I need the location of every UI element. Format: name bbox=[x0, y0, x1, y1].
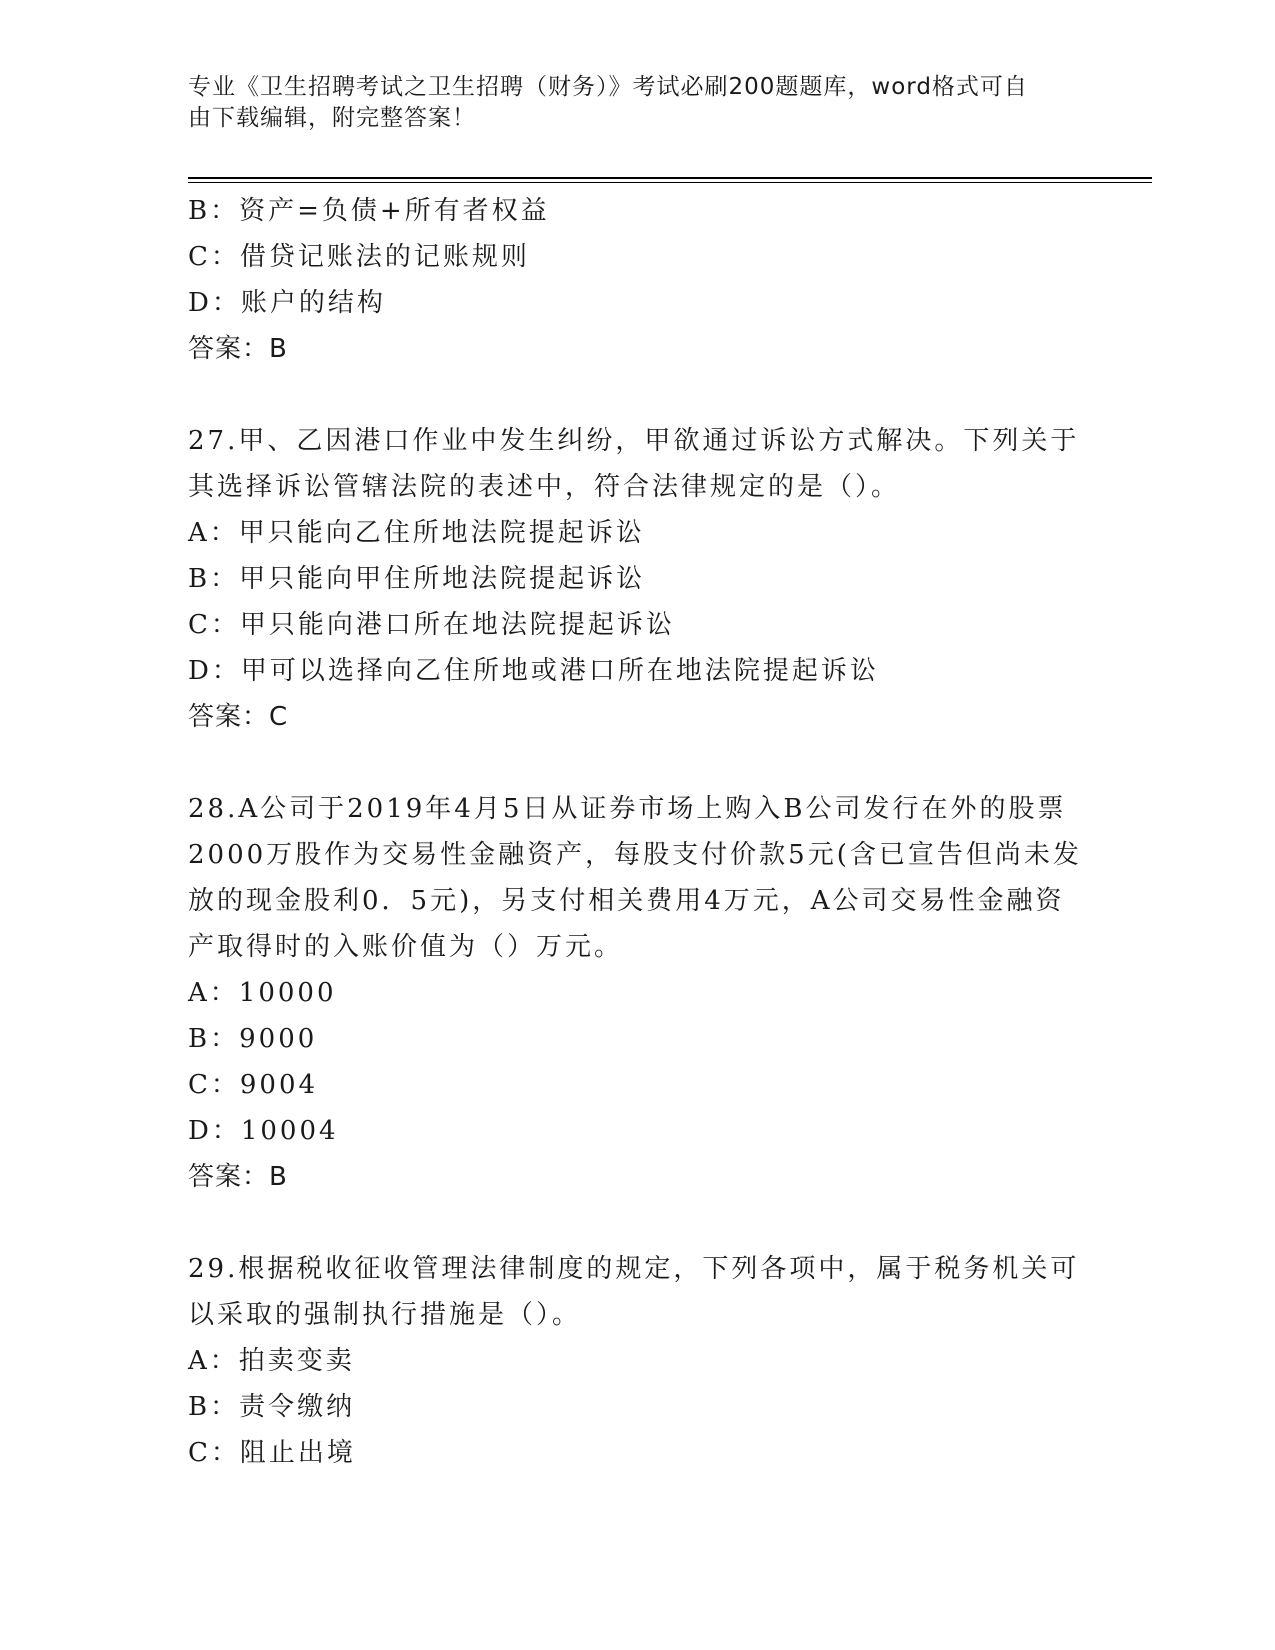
option-d: D：账户的结构 bbox=[188, 288, 386, 318]
header-line-1: 专业《卫生招聘考试之卫生招聘（财务）》考试必刷200题题库，word格式可自 bbox=[188, 74, 1028, 100]
question-stem: 产取得时的入账价值为（）万元。 bbox=[188, 932, 624, 962]
question-stem: 2000万股作为交易性金融资产，每股支付价款5元(含已宣告但尚未发 bbox=[188, 840, 1082, 870]
option-c: C：甲只能向港口所在地法院提起诉讼 bbox=[188, 610, 675, 640]
question-26 bbox=[188, 188, 1088, 372]
option-c: C：阻止出境 bbox=[188, 1438, 356, 1468]
option-c: C：9004 bbox=[188, 1070, 319, 1100]
question-28 bbox=[188, 786, 1088, 1200]
question-stem: 29.根据税收征收管理法律制度的规定，下列各项中，属于税务机关可 bbox=[188, 1254, 1080, 1284]
question-gap bbox=[188, 740, 1088, 786]
question-29 bbox=[188, 1246, 1088, 1476]
question-gap bbox=[188, 372, 1088, 418]
option-d: D：甲可以选择向乙住所地或港口所在地法院提起诉讼 bbox=[188, 656, 879, 686]
option-a: A：10000 bbox=[188, 978, 337, 1008]
header-rule-thick bbox=[188, 177, 1152, 179]
question-stem: 放的现金股利0．5元)，另支付相关费用4万元，A公司交易性金融资 bbox=[188, 886, 1065, 916]
question-stem: 以采取的强制执行措施是（）。 bbox=[188, 1300, 582, 1330]
option-b: B：资产=负债+所有者权益 bbox=[188, 196, 550, 226]
option-a: A：拍卖变卖 bbox=[188, 1346, 355, 1376]
option-b: B：甲只能向甲住所地法院提起诉讼 bbox=[188, 564, 646, 594]
question-stem: 28.A公司于2019年4月5日从证券市场上购入B公司发行在外的股票 bbox=[188, 794, 1067, 824]
header-line-2: 由下载编辑，附完整答案！ bbox=[188, 105, 476, 131]
option-b: B：9000 bbox=[188, 1024, 318, 1054]
question-gap bbox=[188, 1200, 1088, 1246]
header-rule-thin bbox=[188, 182, 1152, 183]
answer-line: 答案：B bbox=[188, 334, 288, 364]
question-27 bbox=[188, 418, 1088, 740]
question-stem: 其选择诉讼管辖法院的表述中，符合法律规定的是（）。 bbox=[188, 472, 901, 502]
option-c: C：借贷记账法的记账规则 bbox=[188, 242, 530, 272]
option-b: B：责令缴纳 bbox=[188, 1392, 356, 1422]
option-a: A：甲只能向乙住所地法院提起诉讼 bbox=[188, 518, 645, 548]
document-header bbox=[188, 72, 1068, 134]
answer-line: 答案：C bbox=[188, 702, 289, 732]
answer-line: 答案：B bbox=[188, 1162, 288, 1192]
question-stem: 27.甲、乙因港口作业中发生纠纷，甲欲通过诉讼方式解决。下列关于 bbox=[188, 426, 1080, 456]
option-d: D：10004 bbox=[188, 1116, 339, 1146]
question-list bbox=[188, 188, 1088, 1476]
